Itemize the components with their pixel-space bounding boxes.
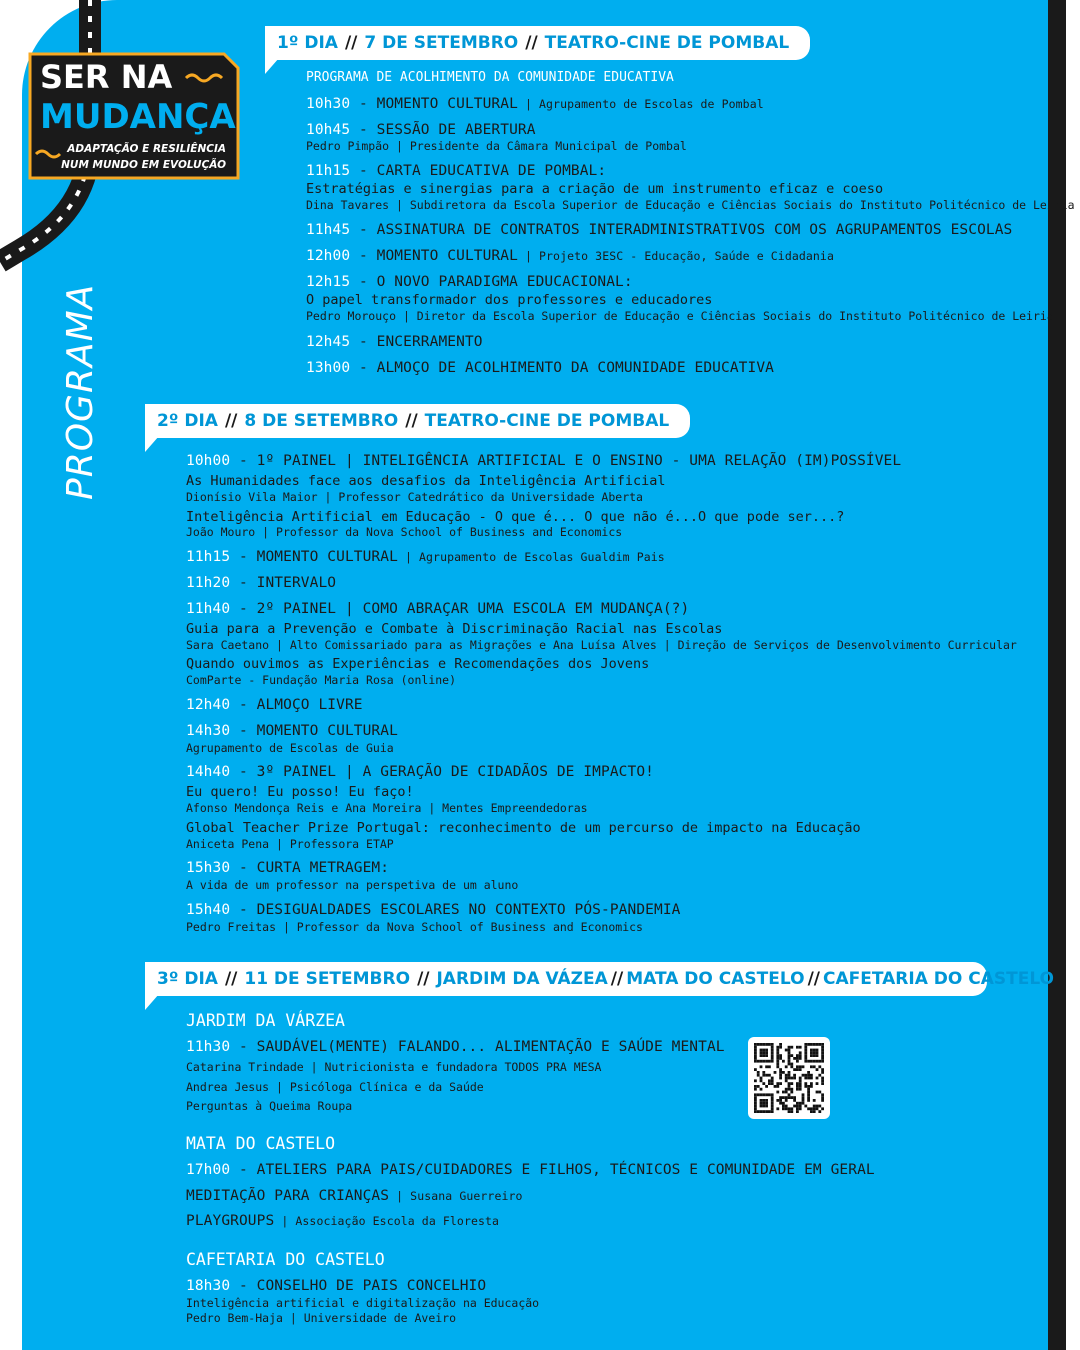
- time: 15h40: [186, 902, 231, 918]
- day1-place: TEATRO-CINE DE POMBAL: [544, 33, 790, 53]
- item-title: - CURTA METRAGEM:: [230, 860, 390, 876]
- speaker-name: Dina Tavares: [306, 198, 390, 212]
- speaker-role: | Nutricionista e fundadora TODOS PRA MESA: [303, 1060, 602, 1074]
- speaker-role: | Mentes Empreendedoras: [421, 801, 588, 815]
- day3-label: 3º DIA: [157, 969, 218, 989]
- item-subtitle: O papel transformador dos professores e educadores: [306, 292, 713, 308]
- time: 10h30: [306, 96, 351, 112]
- item-title: - ALMOÇO DE ACOLHIMENTO DA COMUNIDADE EDUCATIVA: [350, 360, 774, 376]
- time: 18h30: [186, 1278, 231, 1294]
- day3-place-2: MATA DO CASTELO: [626, 969, 805, 989]
- separator: //: [525, 33, 538, 53]
- talk-title: Guia para a Prevenção e Combate à Discriminação Racial nas Escolas: [186, 621, 723, 637]
- talk-title: Eu quero! Eu posso! Eu faço!: [186, 784, 414, 800]
- separator: //: [224, 969, 238, 989]
- time: 17h00: [186, 1162, 231, 1178]
- speaker-name: Pedro Morouço: [306, 309, 397, 323]
- cafe-heading: CAFETARIA DO CASTELO: [186, 1250, 385, 1269]
- speaker-line: [186, 1311, 456, 1325]
- item-title: - ENCERRAMENTO: [350, 334, 483, 350]
- atelier-line: [186, 1213, 499, 1229]
- time: 10h45: [306, 122, 351, 138]
- time: 11h30: [186, 1039, 231, 1055]
- day3-place-3: CAFETARIA DO CASTELO: [822, 969, 1055, 989]
- separator: //: [417, 969, 430, 989]
- speaker-name: Pedro Freitas: [186, 920, 277, 934]
- item-title: - SESSÃO DE ABERTURA: [350, 122, 536, 138]
- time: 11h15: [306, 163, 351, 179]
- speaker-name: Pedro Pimpão: [306, 139, 390, 153]
- header-tail: [145, 994, 159, 1010]
- speaker-role: | Diretor da Escola Superior de Educação e Ciências Sociais do Instituto Politécnico de Leiria: [396, 309, 1054, 323]
- item-subline: A vida de um professor na perspetiva de um aluno: [186, 878, 519, 892]
- day1-date: 7 DE SETEMBRO: [364, 33, 519, 53]
- time: 13h00: [306, 360, 351, 376]
- time: 11h15: [186, 549, 231, 565]
- day2-date: 8 DE SETEMBRO: [244, 411, 399, 431]
- speaker-role: | Professor Catedrático da Universidade Aberta: [317, 490, 643, 504]
- item-title: - CONSELHO DE PAIS CONCELHIO: [230, 1278, 487, 1294]
- item-title: - SAUDÁVEL(MENTE) FALANDO... ALIMENTAÇÃO E SAÚDE MENTAL: [230, 1039, 725, 1055]
- day3-item: [186, 1162, 875, 1178]
- item-title: - ALMOÇO LIVRE: [230, 697, 363, 713]
- item-title: - 2º PAINEL | COMO ABRAÇAR UMA ESCOLA EM MUDANÇA(?): [230, 601, 690, 617]
- speaker-role: | Professor da Nova School of Business and Economics: [276, 920, 643, 934]
- time: 12h00: [306, 248, 351, 264]
- separator: //: [610, 969, 624, 989]
- talk-title: As Humanidades face aos desafios da Inteligência Artificial: [186, 473, 666, 489]
- speaker-name: Dionísio Vila Maior: [186, 490, 318, 504]
- item-title: - CARTA EDUCATIVA DE POMBAL:: [350, 163, 607, 179]
- day1-intro: PROGRAMA DE ACOLHIMENTO DA COMUNIDADE EDUCATIVA: [306, 70, 674, 85]
- day2-label: 2º DIA: [157, 411, 218, 431]
- time: 11h45: [306, 222, 351, 238]
- talk-title: Quando ouvimos as Experiências e Recomendações dos Jovens: [186, 656, 650, 672]
- qr-code-graphic: [748, 1037, 830, 1119]
- header-tail: [145, 436, 159, 452]
- item-title: - 3º PAINEL | A GERAÇÃO DE CIDADÃOS DE IMPACTO!: [230, 764, 654, 780]
- item-title: - ATELIERS PARA PAIS/CUIDADORES E FILHOS, TÉCNICOS E COMUNIDADE EM GERAL: [230, 1162, 875, 1178]
- speaker-name: Pedro Bem-Haja: [186, 1311, 283, 1325]
- day3-date: 11 DE SETEMBRO: [244, 969, 411, 989]
- svg-text:MUDANÇA: MUDANÇA: [40, 97, 236, 137]
- separator: //: [224, 411, 238, 431]
- item-title: - INTERVALO: [230, 575, 337, 591]
- atelier-line: [186, 1188, 523, 1204]
- speaker-role: | Psicóloga Clínica e da Saúde: [269, 1080, 484, 1094]
- speaker-line: [186, 1060, 601, 1074]
- day3-block: [186, 0, 1046, 1340]
- time: 15h30: [186, 860, 231, 876]
- speaker-role: | Professor da Nova School of Business and Economics: [255, 525, 623, 539]
- svg-text:SER NA: SER NA: [40, 58, 173, 96]
- speaker-role: | Subdiretora da Escola Superior de Educação e Ciências Sociais do Instituto Politécnico de Leiria: [389, 198, 1075, 212]
- programa-vertical-label: PROGRAMA: [60, 283, 101, 500]
- item-subline: Inteligência artificial e digitalização na Educação: [186, 1296, 540, 1310]
- time: 10h00: [186, 453, 231, 469]
- separator: //: [405, 411, 418, 431]
- speaker-role: | Presidente da Câmara Municipal de Pombal: [389, 139, 687, 153]
- item-title: - 1º PAINEL | INTELIGÊNCIA ARTIFICIAL E O ENSINO - UMA RELAÇÃO (IM)POSSÍVEL: [230, 453, 902, 469]
- qr-code[interactable]: [748, 1037, 830, 1119]
- item-title: - MOMENTO CULTURAL: [230, 723, 398, 739]
- speaker-name: João Mouro: [186, 525, 256, 539]
- time: 12h45: [306, 334, 351, 350]
- item-subtitle: Estratégias e sinergias para a criação de um instrumento eficaz e coeso: [306, 181, 884, 197]
- speaker-name: Aniceta Pena: [186, 837, 270, 851]
- svg-text:NUM MUNDO EM EVOLUÇÃO: NUM MUNDO EM EVOLUÇÃO: [61, 159, 226, 171]
- speaker-line: Perguntas à Queima Roupa: [186, 1099, 353, 1113]
- day3-item: [186, 1278, 486, 1294]
- speaker-role: - Fundação Maria Rosa (online): [241, 673, 457, 687]
- speaker-role: | Professora ETAP: [269, 837, 394, 851]
- speaker-line: [186, 1080, 484, 1094]
- item-title: - DESIGUALDADES ESCOLARES NO CONTEXTO PÓS-PANDEMIA: [230, 902, 681, 918]
- talk-title: Inteligência Artificial em Educação - O que é... O que não é...O que pode ser...?: [186, 509, 845, 525]
- atelier-name: MEDITAÇÃO PARA CRIANÇAS: [186, 1188, 390, 1204]
- day1-label: 1º DIA: [277, 33, 338, 53]
- atelier-name: PLAYGROUPS: [186, 1213, 275, 1229]
- day2-place: TEATRO-CINE DE POMBAL: [424, 411, 670, 431]
- atelier-host: | Susana Guerreiro: [389, 1189, 523, 1203]
- talk-title: Global Teacher Prize Portugal: reconhecimento de um percurso de impacto na Educação: [186, 820, 861, 836]
- day3-item: [186, 1039, 725, 1055]
- item-subline: Agrupamento de Escolas de Guia: [186, 741, 394, 755]
- item-title: - MOMENTO CULTURAL: [350, 248, 518, 264]
- time: 14h40: [186, 764, 231, 780]
- item-title: - MOMENTO CULTURAL: [350, 96, 518, 112]
- item-note: | Projeto 3ESC - Educação, Saúde e Cidadania: [517, 249, 834, 263]
- item-note: | Agrupamento de Escolas Gualdim Pais: [397, 550, 665, 564]
- separator: //: [807, 969, 820, 989]
- time: 14h30: [186, 723, 231, 739]
- time: 12h40: [186, 697, 231, 713]
- mata-heading: MATA DO CASTELO: [186, 1134, 336, 1153]
- speaker-name: Catarina Trindade: [186, 1060, 304, 1074]
- speaker-name: Afonso Mendonça Reis e Ana Moreira: [186, 801, 422, 815]
- time: 11h20: [186, 575, 231, 591]
- day3-place-1: JARDIM DA VÁZEA: [436, 969, 608, 989]
- speaker-name: ComParte: [186, 673, 242, 687]
- item-note: | Agrupamento de Escolas de Pombal: [517, 97, 764, 111]
- speaker-name: Andrea Jesus: [186, 1080, 270, 1094]
- atelier-host: | Associação Escola da Floresta: [274, 1214, 500, 1228]
- speaker-name: Sara Caetano: [186, 638, 270, 652]
- speaker-role: | Alto Comissariado para as Migrações e Ana Luísa Alves | Direção de Serviços de Desenvolvimento Curricular: [269, 638, 1017, 652]
- speaker-role: | Universidade de Aveiro: [282, 1311, 457, 1325]
- separator: //: [344, 33, 358, 53]
- time: 11h40: [186, 601, 231, 617]
- time: 12h15: [306, 274, 351, 290]
- item-title: - O NOVO PARADIGMA EDUCACIONAL:: [350, 274, 633, 290]
- jardim-heading: JARDIM DA VÁRZEA: [186, 1011, 345, 1030]
- svg-text:ADAPTAÇÃO E RESILIÊNCIA: ADAPTAÇÃO E RESILIÊNCIA: [67, 143, 226, 155]
- item-title: - ASSINATURA DE CONTRATOS INTERADMINISTRATIVOS COM OS AGRUPAMENTOS ESCOLAS: [350, 222, 1013, 238]
- item-title: - MOMENTO CULTURAL: [230, 549, 398, 565]
